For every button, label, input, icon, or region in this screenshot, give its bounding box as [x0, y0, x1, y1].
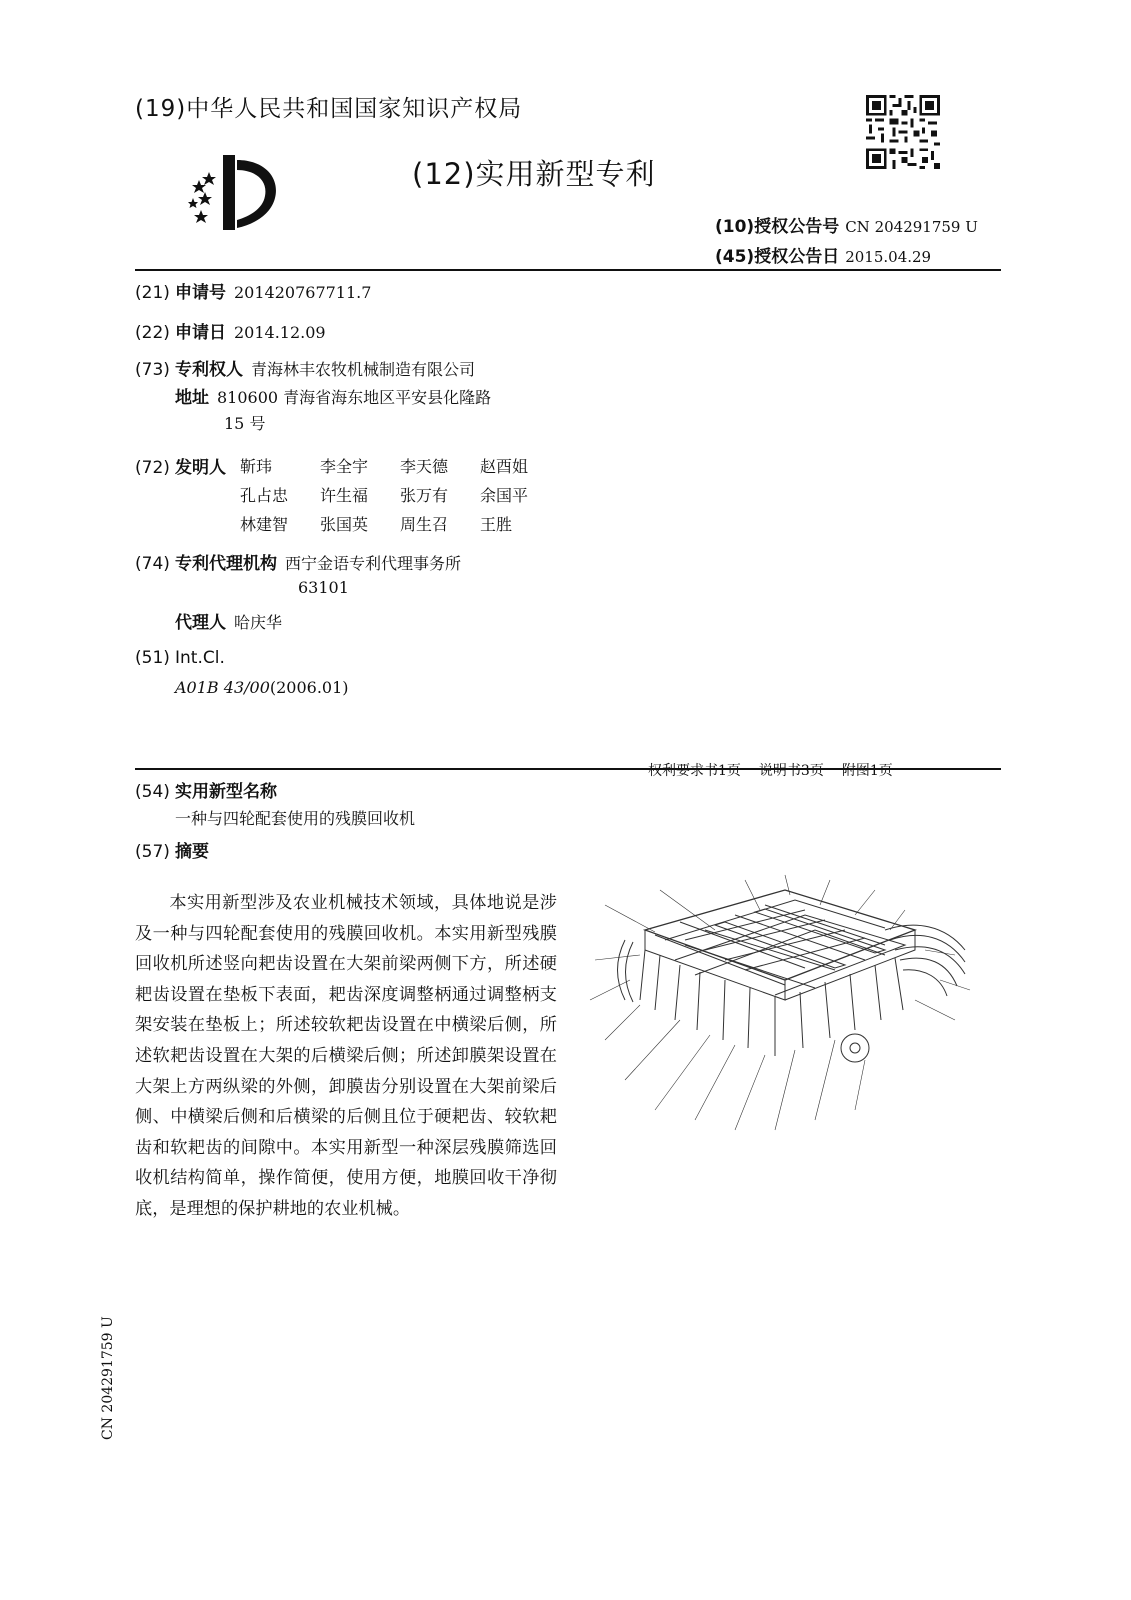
agency — [135, 549, 461, 574]
title-heading — [135, 777, 277, 802]
field-code: (57) — [135, 842, 170, 862]
field-label: 专利权人 — [175, 360, 243, 380]
cnipa-logo — [185, 150, 285, 235]
inventor-name: 赵酉姐 — [480, 457, 529, 476]
pub-date-row — [715, 242, 931, 267]
abstract-heading — [135, 837, 209, 862]
pub-date-label: (45)授权公告日 — [715, 247, 840, 267]
field-label: 摘要 — [175, 842, 209, 862]
field-label: 发明人 — [175, 458, 226, 478]
classification: A01B 43/00 — [175, 678, 270, 697]
pub-number-label: (10)授权公告号 — [715, 217, 840, 237]
field-label: 申请日 — [175, 323, 226, 343]
pub-number: CN 204291759 U — [845, 218, 978, 236]
inventor-name: 张万有 — [400, 486, 449, 505]
field-code: (73) — [135, 360, 170, 380]
field-value: 810600 青海省海东地区平安县化隆路 — [217, 388, 492, 407]
qr-code — [866, 95, 940, 169]
int-cl — [135, 648, 225, 668]
inventor-name: 李天德 — [400, 457, 449, 476]
abstract-text: 本实用新型涉及农业机械技术领域，具体地说是涉及一种与四轮配套使用的残膜回收机。本实用新型残膜回收机所述竖向耙齿设置在大架前梁两侧下方，所述硬耙齿设置在垫板下表面，耙齿深度调整柄通过调整柄支架安装在垫板上；所述较软耙齿设置在中横梁后侧，所述软耙齿设置在大架的后横梁后侧；所述卸膜架设置在大架上方两纵梁的外侧，卸膜齿分别设置在大架前梁后侧、中横梁后侧和后横梁的后侧且位于硬耙齿、较软耙齿和软耙齿的间隙中。本实用新型一种深层残膜筛选回收机结构简单，操作简便，使用方便，地膜回收干净彻底，是理想的保护耕地的农业机械。 — [135, 893, 557, 1219]
page-count-drawings: 附图1页 — [841, 763, 893, 779]
field-label: 专利代理机构 — [175, 554, 277, 574]
pub-number-row — [715, 212, 978, 237]
inventor-name: 孔占忠 — [240, 486, 289, 505]
office-name: (19)中华人民共和国国家知识产权局 — [135, 96, 523, 122]
pub-date: 2015.04.29 — [845, 248, 932, 266]
field-label: Int.Cl. — [175, 648, 225, 668]
utility-model-title — [175, 806, 415, 829]
field-code: (54) — [135, 782, 170, 802]
inventors — [135, 453, 226, 478]
inventor-row-1 — [240, 454, 560, 477]
field-value: 63101 — [298, 578, 349, 597]
inventor-row-2 — [240, 483, 560, 506]
field-code: (21) — [135, 283, 170, 303]
field-value: 15 号 — [224, 414, 266, 433]
classification-version: (2006.01) — [269, 678, 349, 697]
field-value: 2014.12.09 — [234, 323, 326, 342]
title-text: 一种与四轮配套使用的残膜回收机 — [175, 809, 416, 828]
page-counts — [648, 760, 911, 780]
page-count-claims: 权利要求书1页 — [648, 763, 741, 779]
agent — [135, 608, 282, 633]
patentee — [135, 355, 475, 380]
field-label: 代理人 — [175, 613, 226, 633]
int-cl-class — [175, 678, 349, 698]
field-code: (22) — [135, 323, 170, 343]
address — [135, 383, 491, 408]
inventor-name: 周生召 — [400, 515, 449, 534]
field-code: (72) — [135, 458, 170, 478]
divider-middle — [135, 768, 1001, 770]
field-code: (74) — [135, 554, 170, 574]
application-number — [135, 278, 371, 303]
inventor-name: 靳玮 — [240, 457, 273, 476]
divider-top — [135, 269, 1001, 271]
inventor-name: 李全宇 — [320, 457, 369, 476]
page-count-description: 说明书3页 — [758, 763, 824, 779]
side-publication-number: CN 204291759 U — [100, 1316, 116, 1440]
inventor-row-3 — [240, 512, 560, 535]
patent-type: (12)实用新型专利 — [412, 157, 656, 191]
field-code: (51) — [135, 648, 170, 668]
inventor-name: 余国平 — [480, 486, 529, 505]
inventor-name: 林建智 — [240, 515, 289, 534]
field-value: 西宁金语专利代理事务所 — [285, 554, 462, 573]
machine-drawing — [585, 870, 995, 1150]
inventor-name: 王胜 — [480, 515, 513, 534]
field-label: 地址 — [175, 388, 209, 408]
application-date — [135, 318, 326, 343]
field-label: 申请号 — [175, 283, 226, 303]
field-value: 青海林丰农牧机械制造有限公司 — [251, 360, 476, 379]
address-line2 — [224, 411, 265, 434]
inventor-name: 许生福 — [320, 486, 369, 505]
field-value: 201420767711.7 — [234, 283, 372, 302]
agency-code — [298, 578, 349, 598]
field-label: 实用新型名称 — [175, 782, 277, 802]
field-value: 哈庆华 — [234, 613, 283, 632]
inventor-name: 张国英 — [320, 515, 369, 534]
